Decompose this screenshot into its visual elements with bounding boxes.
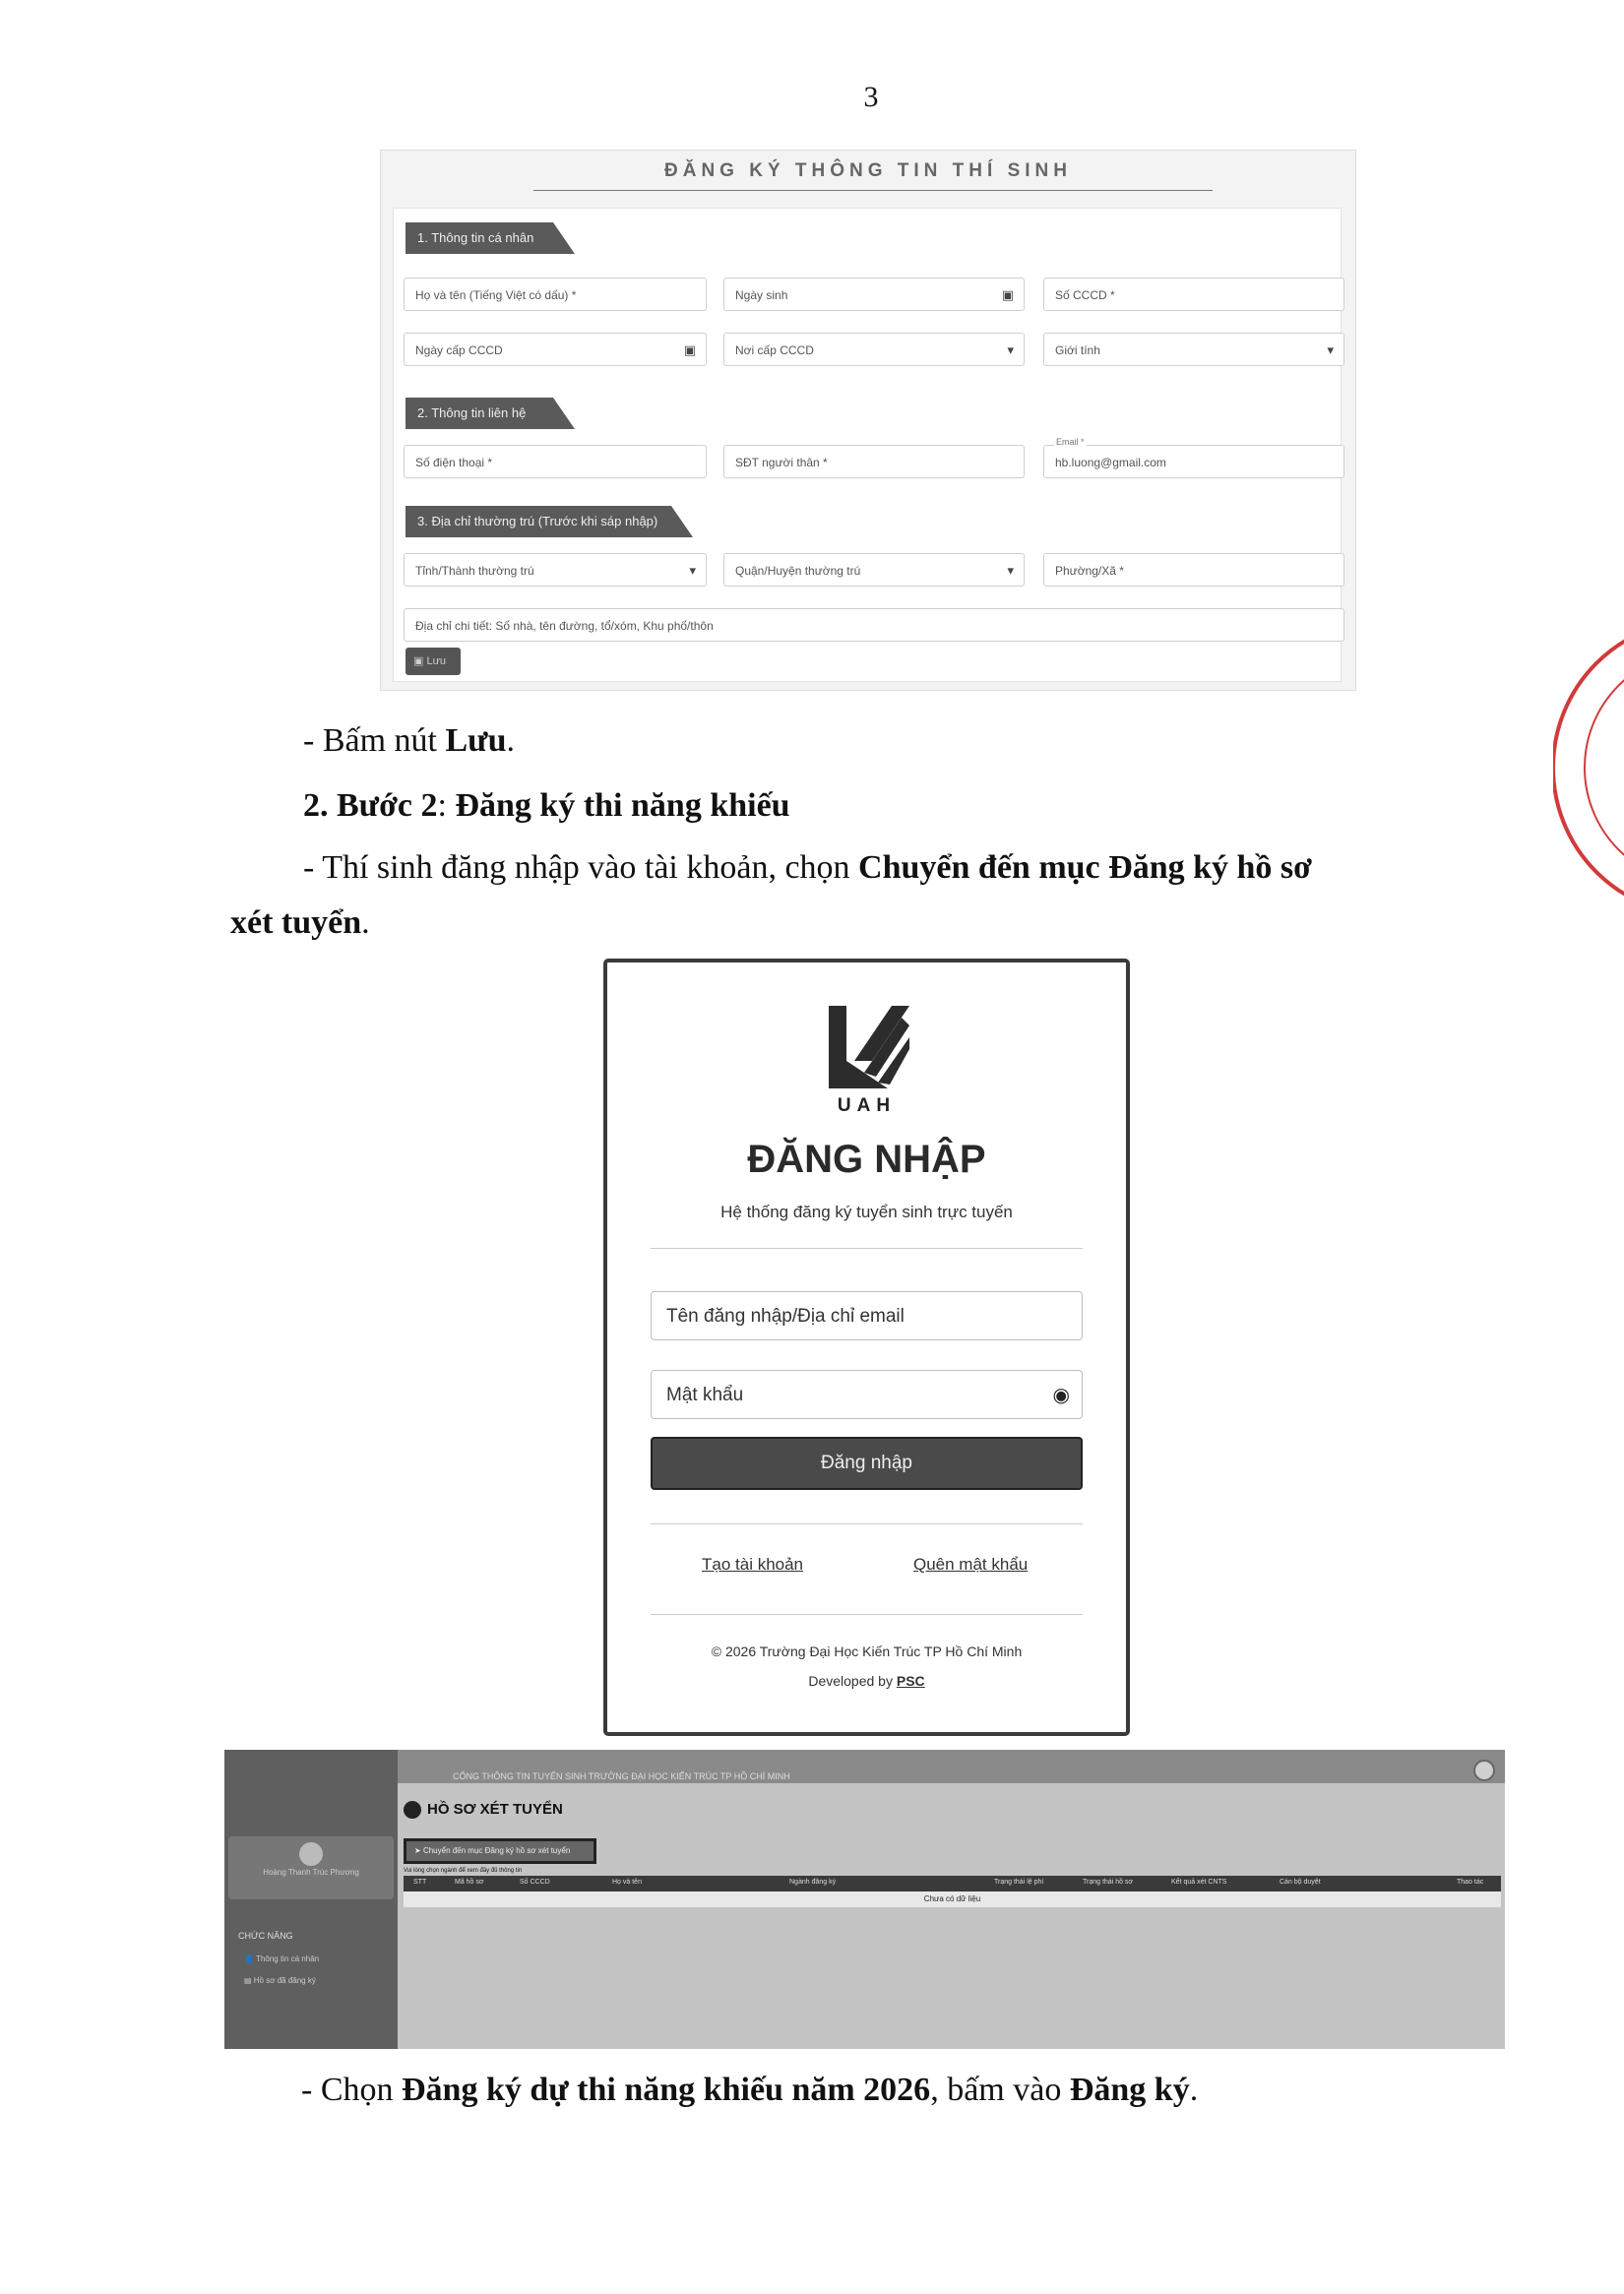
text-bold: Đăng ký dự thi năng khiếu năm 2026 xyxy=(402,2072,931,2108)
goto-registration-button[interactable]: ➤ Chuyển đến mục Đăng ký hồ sơ xét tuyển xyxy=(404,1838,596,1864)
chevron-down-icon: ▾ xyxy=(1007,342,1014,357)
table-header xyxy=(404,1876,1501,1891)
registration-form-screenshot xyxy=(380,150,1356,691)
text-fragment: . xyxy=(506,722,515,759)
logo-text: UAH xyxy=(837,1095,897,1116)
sidebar-item-label: Thông tin cá nhân xyxy=(256,1954,320,1963)
page-title xyxy=(404,1801,563,1819)
arrow-circle-icon xyxy=(404,1801,421,1819)
username-input[interactable]: Tên đăng nhập/Địa chỉ email xyxy=(651,1291,1083,1340)
id-issue-place-select[interactable] xyxy=(723,333,1025,366)
id-issue-place-label: Nơi cấp CCCD xyxy=(735,343,814,357)
forgot-password-link[interactable]: Quên mật khẩu xyxy=(913,1555,1029,1574)
sidebar-item-registered-profiles[interactable]: ▤ Hồ sơ đã đăng ký xyxy=(244,1976,316,1985)
password-placeholder: Mật khẩu xyxy=(666,1385,744,1405)
goto-button-label: Chuyển đến mục Đăng ký hồ sơ xét tuyển xyxy=(422,1846,571,1855)
sidebar xyxy=(224,1750,398,2049)
registration-heading: ĐĂNG KÝ THÔNG TIN THÍ SINH xyxy=(664,160,1072,181)
text-bold: Chuyển đến mục Đăng ký hồ sơ xyxy=(858,849,1312,886)
date-of-birth-field[interactable] xyxy=(723,278,1025,311)
chevron-down-icon: ▾ xyxy=(689,563,696,578)
password-input[interactable] xyxy=(651,1370,1083,1419)
top-bar xyxy=(398,1750,1505,1783)
column-header: STT xyxy=(413,1879,427,1886)
login-button[interactable]: Đăng nhập xyxy=(651,1437,1083,1490)
save-label: Lưu xyxy=(426,655,447,667)
gender-label: Giới tính xyxy=(1055,343,1100,357)
step-2-heading xyxy=(303,786,790,826)
text-bold: 2. Bước 2 xyxy=(303,787,438,824)
relative-phone-field[interactable]: SĐT người thân * xyxy=(723,445,1025,478)
text-fragment: - Chọn xyxy=(301,2072,402,2108)
province-label: Tỉnh/Thành thường trú xyxy=(415,564,534,578)
section-contact-info: 2. Thông tin liên hệ xyxy=(406,398,553,429)
phone-field[interactable]: Số điện thoại * xyxy=(404,445,707,478)
text-bold: xét tuyển xyxy=(230,904,362,941)
province-select[interactable] xyxy=(404,553,707,587)
date-of-birth-label: Ngày sinh xyxy=(735,288,788,302)
instruction-choose-aptitude xyxy=(301,2071,1198,2110)
page-number: 3 xyxy=(863,81,879,113)
instruction-login-cont xyxy=(230,903,370,943)
login-subtitle: Hệ thống đăng ký tuyển sinh trực tuyến xyxy=(720,1203,1013,1221)
create-account-link[interactable]: Tạo tài khoản xyxy=(702,1555,804,1574)
instruction-login xyxy=(303,848,1312,888)
column-header: Kết quả xét CNTS xyxy=(1171,1879,1227,1886)
text-fragment: : xyxy=(437,787,456,824)
text-fragment: - Bấm nút xyxy=(303,722,446,759)
district-label: Quận/Huyện thường trú xyxy=(735,564,861,578)
user-card xyxy=(228,1836,394,1899)
user-menu-icon[interactable] xyxy=(1473,1760,1495,1781)
column-header: Ngành đăng ký xyxy=(789,1879,837,1886)
registration-card xyxy=(393,208,1342,682)
district-select[interactable] xyxy=(723,553,1025,587)
column-header: Mã hồ sơ xyxy=(455,1879,484,1886)
divider xyxy=(651,1248,1083,1249)
portal-title: CỔNG THÔNG TIN TUYỂN SINH TRƯỜNG ĐẠI HỌC KIẾN TRÚC TP HỒ CHÍ MINH xyxy=(453,1771,790,1781)
email-label: Email * xyxy=(1056,437,1085,447)
login-title: ĐĂNG NHẬP xyxy=(747,1138,986,1181)
sidebar-item-label: Hồ sơ đã đăng ký xyxy=(253,1976,316,1985)
column-header: Trạng thái lệ phí xyxy=(994,1879,1044,1886)
red-stamp xyxy=(1553,610,1624,925)
id-issue-date-label: Ngày cấp CCCD xyxy=(415,343,503,357)
instruction-press-save xyxy=(303,721,515,761)
ward-field[interactable]: Phường/Xã * xyxy=(1043,553,1344,587)
address-detail-field[interactable]: Địa chỉ chi tiết: Số nhà, tên đường, tổ/xóm, Khu phố/thôn xyxy=(404,608,1344,642)
profile-list-screenshot xyxy=(224,1750,1505,2049)
user-name: Hoàng Thanh Trúc Phương xyxy=(263,1868,359,1877)
heading-divider xyxy=(533,190,1213,191)
calendar-icon[interactable]: ▣ xyxy=(683,342,696,357)
main-panel xyxy=(398,1783,1505,2049)
chevron-down-icon: ▾ xyxy=(1327,342,1334,357)
developed-by xyxy=(607,1673,1126,1689)
empty-table-message: Chưa có dữ liệu xyxy=(404,1891,1501,1907)
page-title-text: HỒ SƠ XÉT TUYỂN xyxy=(427,1801,563,1818)
save-button[interactable] xyxy=(406,648,461,675)
text-bold: Đăng ký xyxy=(1069,2072,1190,2108)
id-number-field[interactable]: Số CCCD * xyxy=(1043,278,1344,311)
uah-logo xyxy=(825,1004,913,1090)
full-name-field[interactable]: Họ và tên (Tiếng Việt có dấu) * xyxy=(404,278,707,311)
table-note: Vui lòng chọn ngành để xem đầy đủ thông tin xyxy=(404,1868,523,1874)
email-field[interactable] xyxy=(1043,437,1344,478)
sidebar-item-personal-info[interactable]: 👤 Thông tin cá nhân xyxy=(244,1954,320,1963)
copyright-text: © 2026 Trường Đại Học Kiến Trúc TP Hồ Chí Minh xyxy=(711,1643,1023,1659)
chevron-down-icon: ▾ xyxy=(1007,563,1014,578)
text-fragment: - Thí sinh đăng nhập vào tài khoản, chọn xyxy=(303,849,859,886)
section-permanent-address: 3. Địa chỉ thường trú (Trước khi sáp nhập) xyxy=(406,506,671,537)
column-header: Số CCCD xyxy=(520,1879,550,1886)
column-header: Cán bộ duyệt xyxy=(1280,1879,1321,1886)
save-icon: ▣ xyxy=(413,655,427,667)
text-bold: Lưu xyxy=(445,722,507,759)
text-fragment: , bấm vào xyxy=(930,2072,1070,2108)
avatar xyxy=(299,1842,323,1866)
section-personal-info: 1. Thông tin cá nhân xyxy=(406,222,553,254)
divider xyxy=(651,1614,1083,1615)
login-screenshot xyxy=(603,959,1130,1736)
column-header: Thao tác xyxy=(1457,1879,1484,1886)
developer-link[interactable]: PSC xyxy=(896,1673,925,1689)
gender-select[interactable] xyxy=(1043,333,1344,366)
eye-icon[interactable]: ◉ xyxy=(1052,1385,1070,1406)
calendar-icon[interactable]: ▣ xyxy=(1001,287,1014,302)
text-fragment: . xyxy=(1189,2072,1199,2108)
text-fragment: . xyxy=(361,904,370,941)
developed-by-label: Developed by xyxy=(808,1673,897,1689)
column-header: Họ và tên xyxy=(612,1879,642,1886)
divider xyxy=(651,1523,1083,1524)
text-bold: Đăng ký thi năng khiếu xyxy=(455,787,790,824)
id-issue-date-field[interactable] xyxy=(404,333,707,366)
email-value: hb.luong@gmail.com xyxy=(1055,456,1166,469)
column-header: Trạng thái hồ sơ xyxy=(1083,1879,1134,1886)
functions-label: CHỨC NĂNG xyxy=(238,1931,293,1941)
